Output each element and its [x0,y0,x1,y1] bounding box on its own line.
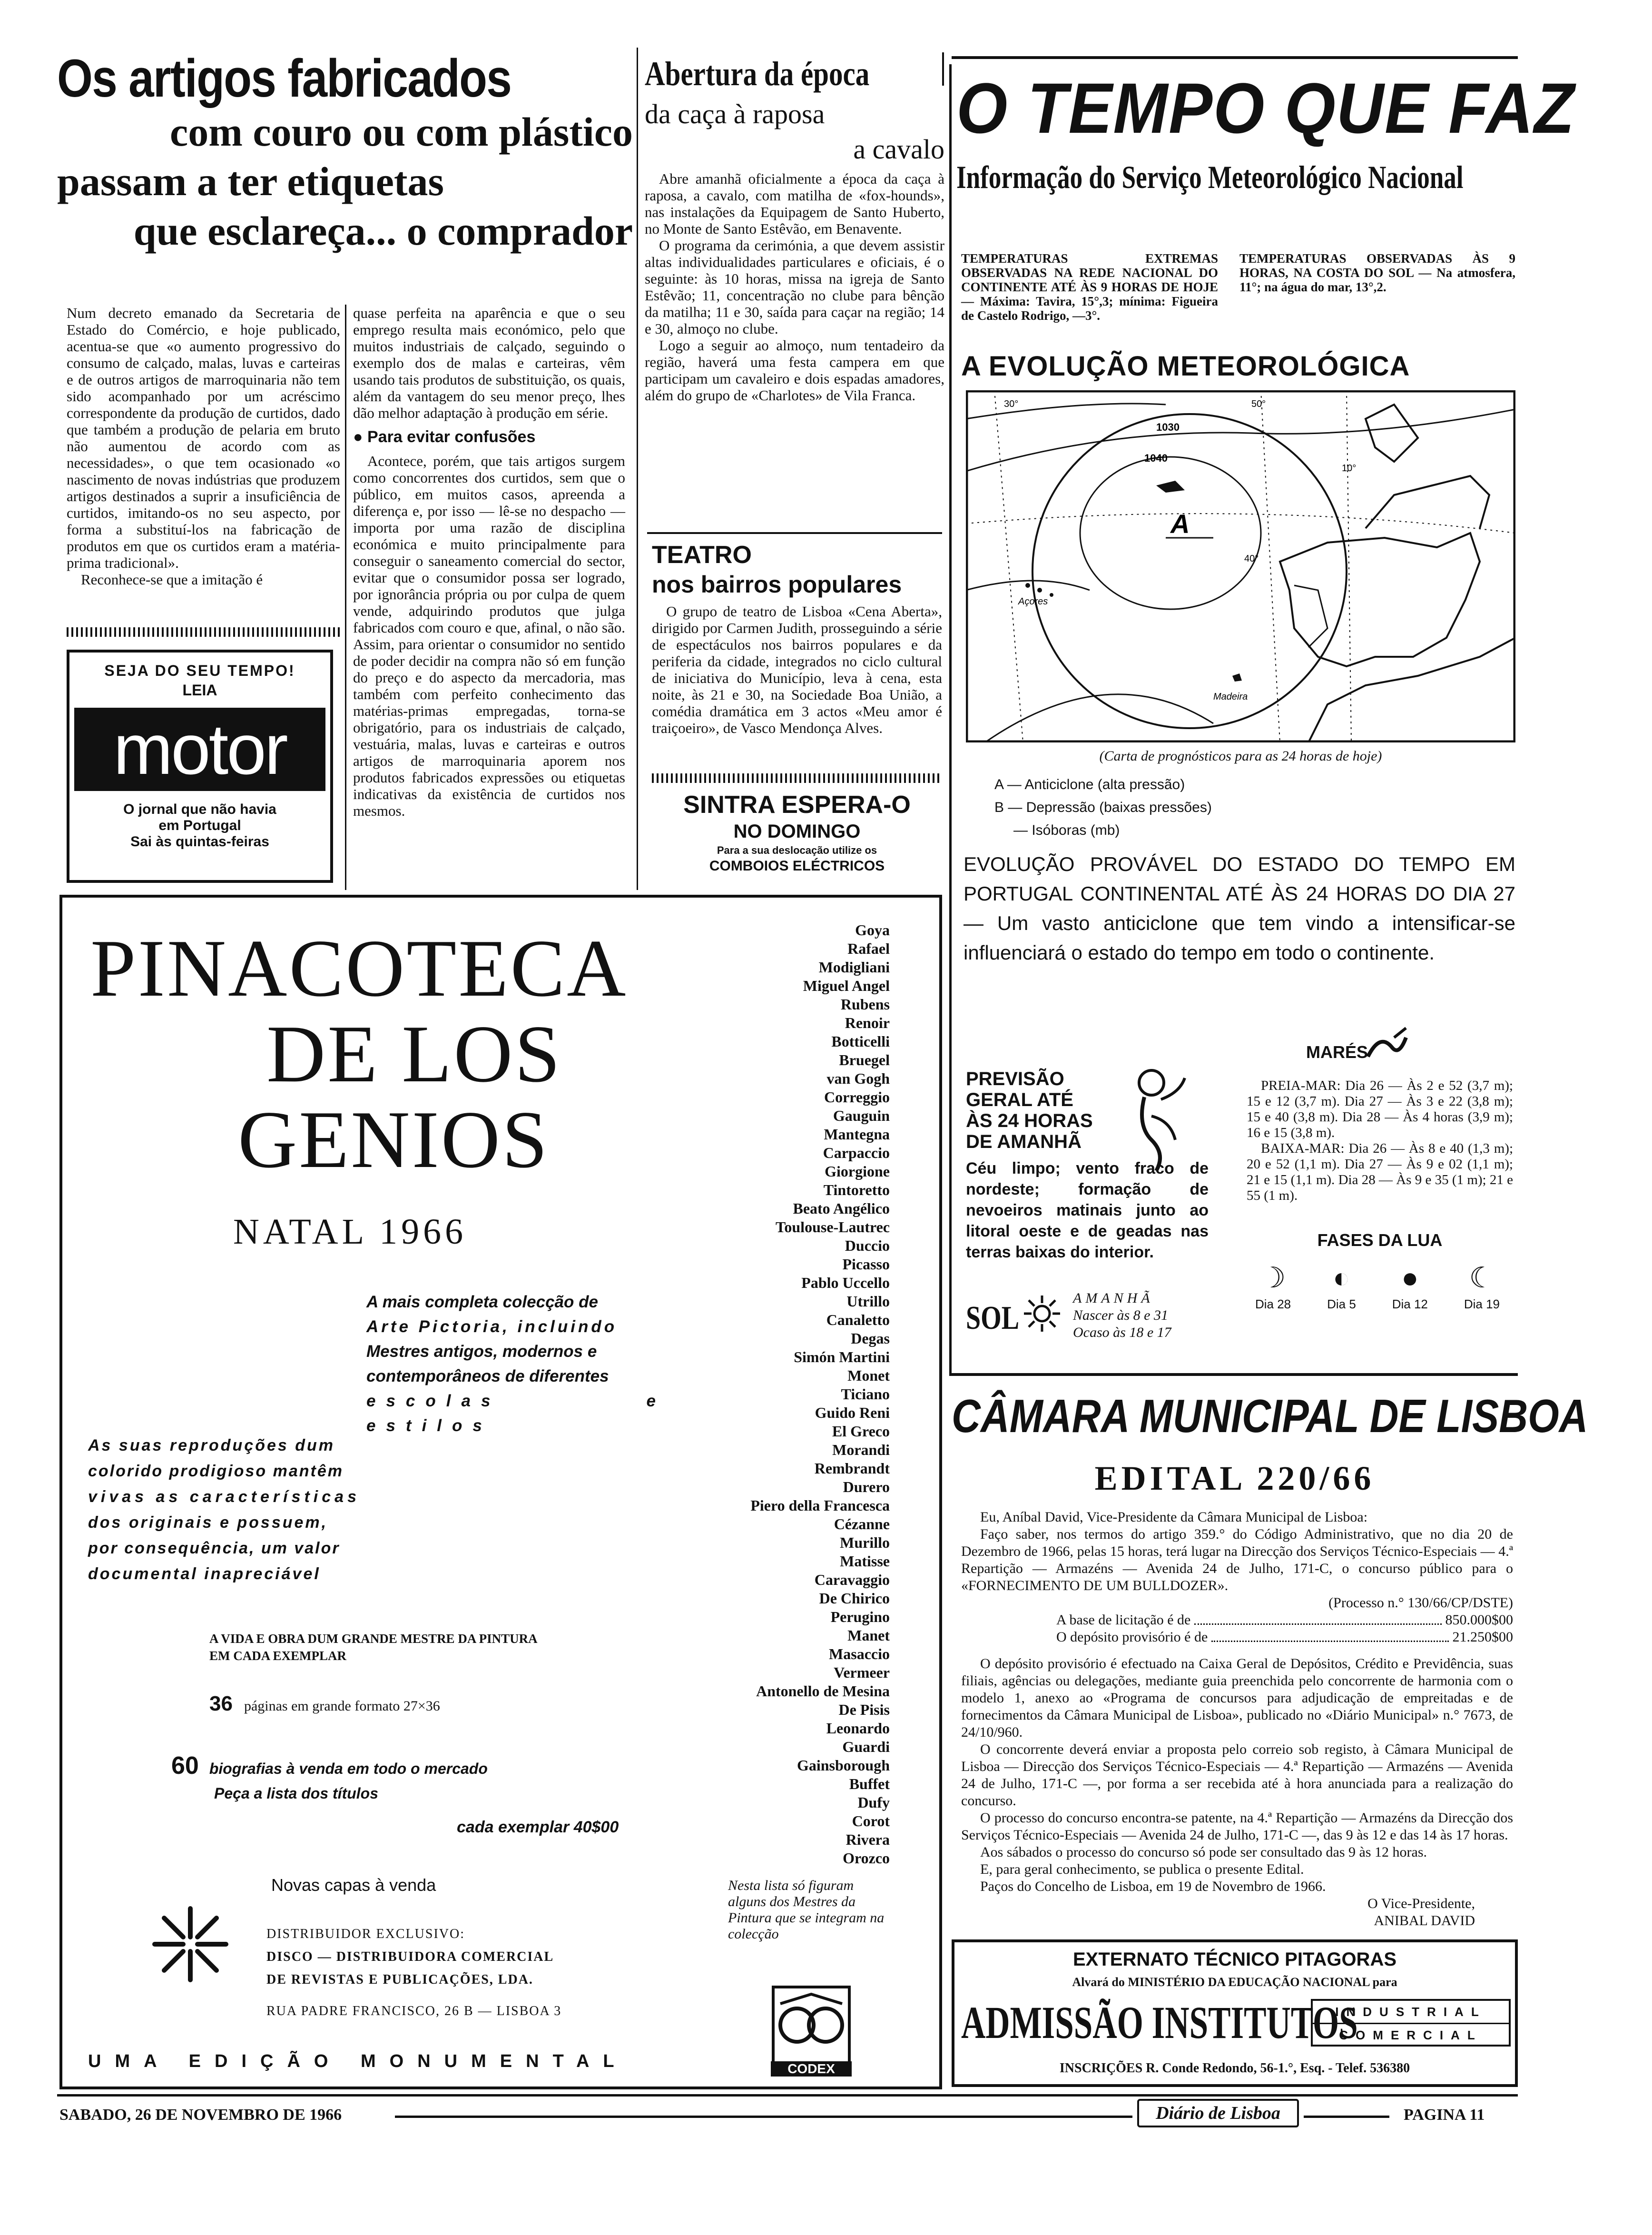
subhead [353,425,625,449]
artist-name: Bruegel [839,1051,890,1068]
previsao-title: DE AMANHÃ [966,1131,1082,1152]
footer-masthead: Diário de Lisboa [1137,2099,1299,2127]
article-teatro [652,540,942,736]
temperatures-extreme: TEMPERATURAS EXTREMAS OBSERVADAS NA REDE NACIONAL DO CONTINENTE ATÉ ÀS 9 HORAS DE HOJE — Máxima: Tavira, 15°,3; mínima: Figueira de Castelo Rodrigo, —3°. [961,251,1218,323]
edital-paragraph: O processo do concurso encontra-se patente, na 4.ª Repartição — Armazéns da Direcção dos Serviços Técnico-Especiais — Avenida 24 de Julho, 171-C —, das 9 às 12 e das 14 às 17 horas. [961,1810,1513,1843]
weather-section [956,67,1575,198]
article-teatro-body [652,603,942,736]
artist-name: Goya [855,921,890,939]
artist-name: Buffet [849,1775,890,1792]
natal-label: NATAL 1966 [233,1212,467,1252]
headline-line-2: com couro ou com plástico [170,109,633,155]
moon-icon: ☽ [1260,1262,1286,1294]
desc-line: escolas e estilos [366,1392,666,1435]
desc-line: A mais completa colecção de [366,1293,598,1311]
fases-title: FASES DA LUA [1317,1230,1443,1250]
motor-ad-bottom-3: Sai às quintas-feiras [130,834,269,850]
artist-name: Corot [852,1812,890,1830]
pages-number: 36 [209,1692,233,1715]
headline-line-4: que esclareça... o comprador [133,208,633,254]
legend-item: B — Depressão (baixas pressões) [994,800,1212,815]
motor-ad-top: SEJA DO SEU TEMPO! [104,662,295,679]
artist-name: Monet [847,1367,890,1384]
artist-name: Rivera [846,1831,890,1848]
sol-label: SOL [966,1300,1020,1336]
weather-title: O TEMPO QUE FAZ [956,68,1575,148]
externato-alvara: Alvará do MINISTÉRIO DA EDUCAÇÃO NACIONAL para [1072,1975,1397,1989]
label-50: 50° [1251,399,1266,409]
article-paragraph: O grupo de teatro de Lisboa «Cena Aberta», dirigido por Carmen Judith, prosseguindo a série de espectáculos nos bairros populares e da periferia da cidade, integrados no ciclo cultural de iniciativa do Município, leva à cena, esta noite, às 21 e 30, na Sociedade Boa União, a comédia dramática em 3 actos «Meu amor é traiçoeiro», de Vasco Mendonça Alves. [652,603,942,736]
pinacoteca-vida [209,1630,685,1664]
moon-label: Dia 5 [1327,1297,1356,1311]
edital-paragraph: E, para geral conhecimento, se publica o presente Edital. [980,1861,1304,1877]
artist-name: Guido Reni [815,1404,890,1421]
article-paragraph: Logo a seguir ao almoço, num tentadeiro da região, haverá uma festa campera em que participam um cavaleiro e dois espadas amadores, além do grupo de «Charlotes» de Vila Franca. [645,337,944,404]
artist-name: Gainsborough [796,1757,890,1774]
desc-line: contemporâneos de diferentes [366,1367,609,1385]
article-couro-col1 [67,305,340,588]
pinacoteca-title-1: PINACOTECA [90,923,628,1014]
woman-figure-icon [1118,1064,1194,1173]
previsao-title: PREVISÃO [966,1068,1064,1089]
sun-icon [1023,1295,1061,1333]
acores-island [1037,588,1042,593]
base-label: A base de licitação é de [1056,1612,1191,1628]
artist-list [690,921,890,1868]
artist-name: Rubens [840,996,890,1013]
mares-title: MARÉS [1306,1042,1368,1062]
pinacoteca-reproducoes [88,1433,393,1587]
artist-name: Canaletto [826,1311,890,1328]
weather-map-svg [966,390,1515,742]
article-paragraph: O programa da cerimónia, a que devem assistir altas individualidades particulares e oficiais, é o seguinte: às 10 horas, missa na igreja de Santo Estêvão; 11, concentração no clube para bênção da matilha; 11 e 30, saída para caçar na região; 14 e 30, almoço no clube. [645,237,944,337]
moon-label: Dia 28 [1255,1297,1291,1311]
motor-ad [67,650,333,883]
moon-phases [1237,1259,1518,1312]
motor-logo: motor [74,708,325,791]
distrib-line-2: DE REVISTAS E PUBLICAÇÕES, LDA. [266,1972,533,1987]
artist-name: Utrillo [846,1293,890,1310]
divider [647,532,942,534]
pinacoteca-title-2: DE LOS [266,1009,562,1099]
tides [1247,1078,1513,1204]
edital-paragraph: Eu, Aníbal David, Vice-Presidente da Câmara Municipal de Lisboa: [980,1509,1368,1525]
edital-title: EDITAL 220/66 [1094,1459,1375,1497]
deposito-row [961,1629,1513,1646]
article-paragraph: Num decreto emanado da Secretaria de Estado do Comércio, e hoje publicado, acentua-se que «o aumento progressivo do consumo de calçado, malas, luvas e carteiras e de outros artigos de marroquinaria não tem sido acompanhado por um acréscimo correspondente da produção de curtidos, dado que também a produção de pelaria em bruto não aumentou de acordo com as necessidades», o que tem ocasionado «o nascimento de novas indústrias que produzem artigos destinados a suprir a insuficiência de curtidos, imitando-os no seu aspecto, por forma a substituí-los na fabricação de produtos em que os curtidos eram a matéria-prima tradicional». [67,305,340,571]
artist-name: Cézanne [834,1515,890,1533]
footer-line [395,2116,1132,2118]
teatro-headline-1: TEATRO [652,541,752,569]
artist-name: Picasso [842,1256,890,1273]
artist-name: Orozco [843,1849,890,1867]
preco: cada exemplar 40$00 [457,1818,619,1836]
desc-line: Arte Pictoria, incluindo [366,1317,618,1336]
bio-number: 60 [171,1752,199,1780]
starburst-logo-icon [150,1904,231,1985]
article-caca [645,52,944,404]
preia-mar: PREIA-MAR: Dia 26 — Às 2 e 52 (3,7 m); 15 e 12 (3,7 m). Dia 27 — Às 3 e 22 (3,8 m); 15 e 40 (3,8 m). Dia 28 — Às 4 horas (3,9 m); 16 e 15 (3,8 m). [1247,1078,1513,1140]
artist-name: Vermeer [834,1664,890,1681]
institutos-box [1311,1999,1511,2047]
distrib-line-1: DISCO — DISTRIBUIDORA COMERCIAL [266,1949,554,1964]
distrib-label: DISTRIBUIDOR EXCLUSIVO: [266,1927,465,1941]
repro-line: As suas reproduções dum [88,1436,335,1454]
artist-name: Beato Angélico [793,1200,890,1217]
edital-paragraph: Aos sábados o processo do concurso só pode ser consultado das 9 às 12 horas. [980,1844,1427,1860]
artist-name: Duccio [845,1237,890,1254]
moon-icon: ● [1401,1262,1419,1294]
divider [67,627,340,637]
label-30: 30° [1004,399,1019,409]
camara-title: CÂMARA MUNICIPAL DE LISBOA [952,1390,1588,1442]
codex-label: CODEX [771,2061,852,2077]
artist-name: Caravaggio [814,1571,890,1588]
acores-island [1050,593,1053,597]
moon-phase [1327,1259,1356,1312]
edital-paragraph: O depósito provisório é efectuado na Caixa Geral de Depósitos, Crédito e Previdência, suas filiais, agências ou delegações, mediante guia preenchida pelo concorrente de harmonia com o modelo 1, anexo ao «Programa de concursos para adjudicação de empreitadas e de fornecimentos da Câmara Municipal de Lisboa», publicado no «Diário Municipal» n.° 7673, de 24/10/960. [961,1656,1513,1740]
sintra-line-2: NO DOMINGO [733,821,861,842]
artist-name: Rafael [847,940,890,957]
article-paragraph: quase perfeita na aparência e que o seu emprego resulta mais económico, pelo que muitos industriais de calçado, seguindo o exemplo dos de malas e carteiras, vêm usando tais produtos de substituição, os quais, além da vantagem do seu menor preço, lhes dão melhor adaptação à produção em série. [353,305,625,421]
previsao-body: Céu limpo; vento fraco de nordeste; formação de nevoeiros matinais junto ao litoral oeste e de geadas nas terras baixas do interior. [966,1159,1209,1261]
peca-lista: Peça a lista dos títulos [214,1785,378,1802]
vida-line: A VIDA E OBRA DUM GRANDE MESTRE DA PINTURA [209,1632,538,1646]
artist-name: van Gogh [826,1070,890,1087]
footer-rule [57,2094,1518,2097]
artist-name: Morandi [832,1441,890,1458]
footer-page: PAGINA 11 [1404,2106,1485,2124]
novas-capas: Novas capas à venda [271,1875,436,1895]
artist-name: Renoir [845,1014,890,1031]
artist-name: Durero [843,1478,890,1495]
label-1030: 1030 [1156,421,1180,433]
deposito-value: 21.250$00 [1452,1629,1513,1645]
article-caca-body [645,170,944,404]
vida-line: EM CADA EXEMPLAR [209,1649,346,1663]
signature-name: ANIBAL DAVID [1374,1913,1475,1928]
moon-phase [1392,1259,1428,1312]
label-10: 10° [1342,463,1357,474]
sol-times [1073,1290,1216,1341]
article-paragraph: Abre amanhã oficialmente a época da caça à raposa, a cavalo, com matilha de «fox-hounds», nas instalações da Equipagem de Santo Huberto, no Monte de Santo Estêvão, em Benavente. [645,170,944,237]
artist-name: De Chirico [819,1590,890,1607]
map-legend [994,773,1423,842]
map-caption: (Carta de prognósticos para as 24 horas de hoje) [1099,748,1382,764]
artists-note: Nesta lista só figuram alguns dos Mestres da Pintura que se integram na colecção [728,1878,885,1942]
artist-name: Toulouse-Lautrec [775,1218,890,1236]
article-couro [57,50,633,256]
industrial-label: INDUSTRIAL [1313,2001,1509,2024]
repro-line: vivas as características [88,1488,360,1506]
pinacoteca-desc [366,1290,666,1438]
legend-item: — Isóboras (mb) [1013,822,1120,838]
moon-icon: ◐ [1333,1262,1350,1294]
article-paragraph: Reconhece-se que a imitação é [81,571,263,588]
repro-line: dos originais e possuem, [88,1513,328,1532]
pages-text: páginas em grande formato 27×36 [244,1698,440,1714]
wave-icon [1366,1023,1408,1061]
distrib-address: RUA PADRE FRANCISCO, 26 B — LISBOA 3 [266,2004,562,2018]
headline-line-1: Os artigos fabricados [57,49,511,108]
artist-name: Gauguin [833,1107,890,1124]
sintra-ad [652,790,942,875]
artist-name: Tintoretto [823,1181,890,1198]
label-acores: Açores [1018,596,1048,607]
base-row [961,1612,1513,1629]
baixa-mar: BAIXA-MAR: Dia 26 — Às 8 e 40 (1,3 m); 20 e 52 (1,1 m). Dia 27 — Às 9 e 02 (1,1 m); 21 e 15 (1,1 m). Dia 28 — Às 9 e 35 (1 m); 21 e 55 (1 m). [1247,1141,1513,1203]
artist-name: Modigliani [818,959,890,976]
sintra-line-3: Para a sua deslocação utilize os [717,844,877,856]
artist-name: Perugino [830,1608,890,1625]
amanha-label: AMANHÃ [1073,1290,1154,1306]
edicao-monumental: UMA EDIÇÃO MONUMENTAL [88,2051,628,2071]
artist-name: Guardi [842,1738,890,1755]
admissao-institutos: ADMISSÃO INSTITUTOS [961,1997,1358,2048]
evolution-title: A EVOLUÇÃO METEOROLÓGICA [961,351,1410,382]
artist-name: Dufy [857,1794,890,1811]
sintra-line-1: SINTRA ESPERA-O [683,791,911,819]
headline-line-3: a cavalo [853,134,944,165]
desc-line: Mestres antigos, modernos e [366,1342,597,1361]
edital-paragraph: Faço saber, nos termos do artigo 359.° do Código Administrativo, que no dia 20 de Dezembro de 1966, pelas 15 horas, terá lugar na Direcção dos Serviços Técnico-Especiais — 4.ª Repartição — Armazéns — Avenida 24 de Julho, 171-C, o concurso público para o «FORNECIMENTO DE UM BULLDOZER». [961,1526,1513,1593]
artist-name: Giorgione [825,1163,890,1180]
bullet-icon: ● [353,428,367,446]
artist-name: Miguel Angel [803,977,890,994]
artist-name: Pablo Uccello [801,1274,890,1291]
subhead-text: Para evitar confusões [367,428,536,446]
weather-subtitle: Informação do Serviço Meteorológico Nacional [956,159,1464,195]
pinacoteca-pages [209,1692,638,1716]
edital-paragraph: O concorrente deverá enviar a proposta pelo correio sob registo, à Câmara Municipal de Lisboa — Direcção dos Serviços Técnico-Especiais — 4.ª Repartição — Armazéns — Avenida 24 de Julho, 171-C —, por forma a ser recebida até à hora anunciada para a realização do concurso. [961,1741,1513,1809]
label-madeira: Madeira [1213,692,1248,702]
edital-paragraph: Paços do Concelho de Lisboa, em 19 de Novembro de 1966. [980,1879,1326,1894]
artist-name: Leonardo [826,1720,890,1737]
moon-label: Dia 12 [1392,1297,1428,1311]
externato-title: EXTERNATO TÉCNICO PITAGORAS [1072,1949,1397,1970]
artist-name: Piero della Francesca [750,1497,890,1514]
artist-name: Simón Martini [794,1348,890,1365]
artist-name: Murillo [840,1534,890,1551]
artist-name: Masaccio [829,1645,890,1662]
comercial-label: COMERCIAL [1339,2028,1483,2042]
motor-ad-bottom-2: em Portugal [158,818,241,833]
article-paragraph: Acontece, porém, que tais artigos surgem como concorrentes dos curtidos, sem que o público, em muitos casos, apreenda a diferença e, por isso — lê-se no despacho — importa por uma razão de disciplina económica e muito principalmente para conseguir o saneamento comercial do sector, evitar que o consumidor possa ser logrado, por ignorância própria ou por culpa de quem vende, adquirindo produtos que julga fabricados com couro e que, afinal, o não são. Assim, para orientar o consumidor no sentido de poder decidir na compra não só em função do preço e do aspecto da mercadoria, mas também com perfeito conhecimento das matérias-primas empregadas, torna-se obrigatório, para os industriais de calçado, vestuária, malas, luvas e carteiras e outros artigos de marroquinaria aporem nos produtos fabricados expressões ou etiquetas indicativas da existência de curtidos nos mesmos. [353,453,625,819]
forecast-text: EVOLUÇÃO PROVÁVEL DO ESTADO DO TEMPO EM PORTUGAL CONTINENTAL ATÉ ÀS 24 HORAS DO DIA 27 — Um vasto anticiclone que tem vindo a intensificar-se influenciará o estado do tempo em todo o continente. [964,853,1515,964]
anticyclone-marker: A [1170,509,1190,539]
artist-name: Rembrandt [814,1460,890,1477]
codex-logo [771,1985,852,2075]
artist-name: Carpaccio [823,1144,890,1161]
teatro-headline-2: nos bairros populares [652,571,902,598]
repro-line: documental inapreciável [88,1565,321,1583]
column-rule [345,305,346,890]
bio-text: biografias à venda em todo o mercado [209,1760,488,1777]
footer-date: SABADO, 26 DE NOVEMBRO DE 1966 [59,2106,342,2124]
repro-line: colorido prodigioso mantêm [88,1462,344,1480]
artist-name: Matisse [840,1553,890,1570]
legend-item: A — Anticiclone (alta pressão) [994,777,1185,792]
pinacoteca-biografias [171,1751,600,1780]
column-rule [637,48,638,890]
footer-line [1304,2116,1389,2118]
moon-phase [1464,1259,1500,1312]
ocaso-label: Ocaso às 18 e 17 [1073,1325,1171,1340]
artist-name: El Greco [832,1423,890,1440]
headline-line-3: passam a ter etiquetas [57,158,444,204]
inscricoes: INSCRIÇÕES R. Conde Redondo, 56-1.°, Esq. - Telef. 536380 [1059,2061,1410,2076]
nascer-label: Nascer às 8 e 31 [1073,1307,1168,1323]
deposito-label: O depósito provisório é de [1056,1629,1208,1645]
motor-ad-leia: LEIA [182,682,217,699]
weather-top-rule [952,56,1518,59]
weather-bottom-rule [949,1373,1518,1376]
artist-name: Mantegna [824,1126,890,1143]
edital-body [961,1509,1513,1929]
motor-ad-bottom-1: O jornal que não havia [123,801,276,817]
pinacoteca-title [90,923,709,1185]
headline-line-2: da caça à raposa [645,99,825,129]
artist-name: Degas [851,1330,890,1347]
artist-name: Manet [847,1627,890,1644]
previsao-title: ÀS 24 HORAS [966,1110,1093,1131]
artist-name: Antonello de Mesina [756,1682,890,1700]
processo: (Processo n.° 130/66/CP/DSTE) [1328,1595,1513,1611]
artist-name: Correggio [824,1088,890,1106]
signature-title: O Vice-Presidente, [1367,1896,1475,1911]
artist-name: De Pisis [838,1701,890,1718]
distribuidor [266,1923,695,2023]
weather-left-rule [949,64,952,1373]
weather-map [966,390,1515,742]
moon-phase [1255,1259,1291,1312]
headline-line-1: Abertura da época [645,55,870,93]
previsao-title: GERAL ATÉ [966,1089,1073,1110]
acores-island [1025,583,1030,588]
sintra-line-4: COMBOIOS ELÉCTRICOS [709,858,885,874]
temperatures-costa-sol: TEMPERATURAS OBSERVADAS ÀS 9 HORAS, NA COSTA DO SOL — Na atmosfera, 11°; na água do mar, 13°,2. [1239,251,1515,294]
base-value: 850.000$00 [1445,1612,1513,1628]
moon-label: Dia 19 [1464,1297,1500,1311]
label-40: 40° [1244,554,1259,564]
article-couro-col2 [353,305,625,819]
label-1040: 1040 [1144,452,1168,464]
artist-name: Botticelli [831,1033,890,1050]
pinacoteca-title-3: GENIOS [238,1095,550,1185]
divider [652,773,942,783]
repro-line: por consequência, um valor [88,1539,340,1557]
artist-name: Ticiano [841,1385,890,1403]
moon-icon: ☾ [1469,1262,1495,1294]
